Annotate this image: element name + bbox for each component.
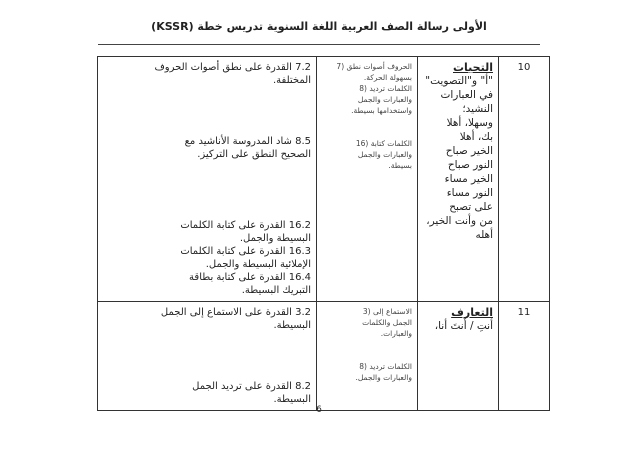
lesson-plan-table [97, 56, 550, 411]
topic-line: النور مساء [446, 187, 493, 199]
page-title: الأولى رسالة الصف العربية اللغة السنوية تدريس خطة (KSSR) [151, 20, 487, 33]
standard-line: البسيطة. [273, 320, 311, 331]
week-number-cell: 10 [499, 57, 550, 302]
topic-line: النشيد؛ [462, 103, 493, 115]
page-number: 6 [316, 405, 322, 415]
learning-standard-cell [98, 57, 317, 302]
standard-line: المختلفة. [273, 75, 311, 86]
content-line: بسيطة. [388, 161, 412, 170]
content-line: الكلمات ترديد (8 [359, 362, 412, 371]
topic-line: أهله [475, 229, 493, 241]
standard-line: 16.3 القدرة على كتابة الكلمات [180, 246, 311, 257]
content-line: الكلمات ترديد (8 [359, 84, 412, 93]
standard-line: 16.4 القدرة على كتابة بطاقة [189, 272, 311, 283]
standard-line: 3.2 القدرة على الاستماع إلى الجمل [160, 307, 311, 318]
topic-cell [418, 302, 499, 411]
spacer [103, 87, 311, 135]
standard-line: الصحيح النطق على التركيز. [197, 149, 311, 160]
standard-line: الإملائية البسيطة والجمل. [205, 259, 311, 270]
standard-line: 16.2 القدرة على كتابة الكلمات [180, 220, 311, 231]
content-line: الحروف أصوات نطق (7 [336, 62, 412, 71]
content-line: الجمل والكلمات [362, 318, 412, 327]
spacer [103, 161, 311, 219]
standard-line: 7.2 القدرة على نطق أصوات الحروف [154, 62, 311, 73]
topic-line: بك، أهلا [459, 131, 493, 143]
spacer [322, 116, 412, 138]
topic-title: التحيات [453, 61, 493, 74]
week-number-cell: 11 [499, 302, 550, 411]
topic-line: وسهلا، أهلا [446, 117, 493, 129]
content-line: والعبارات والجمل [357, 150, 412, 159]
content-line: والعبارات. [380, 329, 412, 338]
topic-line: أنتِ / أنتَ أنا، [434, 320, 493, 332]
topic-line: في العبارات [440, 89, 493, 101]
standard-line: 8.2 القدرة على ترديد الجمل [192, 381, 311, 392]
topic-line: الخير صباح [445, 145, 493, 157]
title-underline [98, 44, 540, 45]
standard-line: 8.5 شاد المدروسة الأناشيد مع [184, 136, 311, 147]
table-row [98, 302, 550, 411]
topic-cell [418, 57, 499, 302]
content-line: والعبارات والجمل. [355, 373, 412, 382]
content-standard-cell [317, 302, 418, 411]
standard-line: التبريك البسيطة. [241, 285, 311, 296]
topic-line: على تصبح [449, 201, 493, 213]
content-line: واستخدامها بسيطة. [351, 106, 412, 115]
content-line: والعبارات والجمل [357, 95, 412, 104]
content-line: بسهولة الحركة. [363, 73, 412, 82]
learning-standard-cell [98, 302, 317, 411]
table-row [98, 57, 550, 302]
topic-line: "أ" و"التصويت" [425, 75, 493, 87]
content-line: الاستماع إلى (3 [362, 307, 412, 316]
content-line: الكلمات كتابة (16 [355, 139, 412, 148]
topic-line: من وأنت الخير، [426, 215, 493, 227]
topic-line: النور صباح [447, 159, 493, 171]
topic-line: الخير مساء [444, 173, 493, 185]
content-standard-cell [317, 57, 418, 302]
spacer [322, 339, 412, 361]
topic-title: التعارف [451, 306, 493, 319]
standard-line: البسيطة والجمل. [239, 233, 311, 244]
spacer [103, 332, 311, 380]
standard-line: البسيطة. [273, 394, 311, 405]
